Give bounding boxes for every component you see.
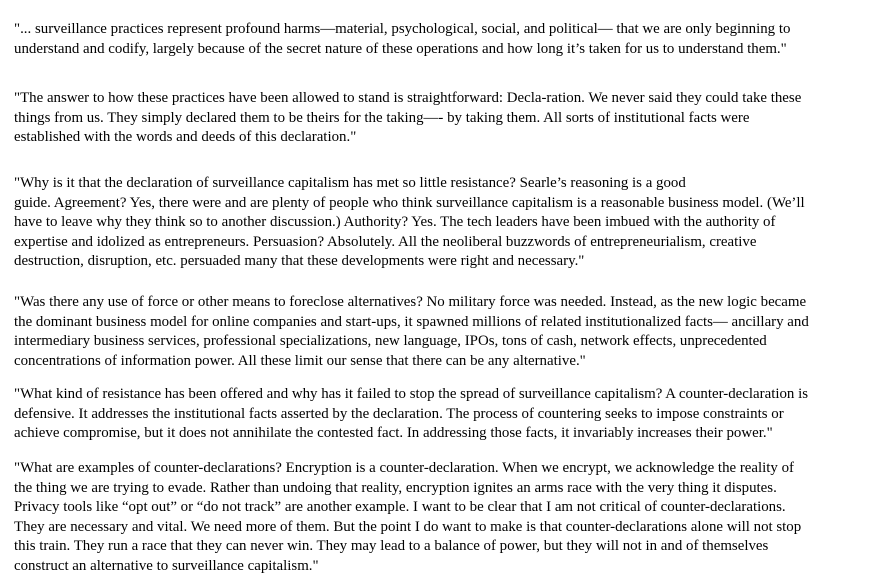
text-line: intermediary business services, professional specializations, new language, IPOs, tons of cash, network effects, unprecedented (14, 333, 767, 350)
text-line: concentrations of information power. All these limit our sense that there can be any alternative." (14, 352, 586, 369)
text-line: "What kind of resistance has been offered and why has it failed to stop the spread of surveillance capitalism? A counter-declaration is (14, 386, 809, 402)
text-line: "What are examples of counter-declarations? Encryption is a counter-declaration. When we encrypt, we acknowledge the reality of (14, 460, 795, 476)
quote-paragraph-5 (14, 385, 889, 444)
text-line: have to leave why they think so to another discussion.) Authority? Yes. The tech leaders have been imbued with the authority of (14, 214, 776, 231)
text-line: guide. Agreement? Yes, there were and are plenty of people who think surveillance capitalism is a reasonable business model. (We’ll (14, 194, 805, 211)
quote-paragraph-6 (14, 459, 889, 577)
text-line: Privacy tools like “opt out” or “do not track” are another example. I want to be clear that I am not critical of counter-declarations. (14, 499, 786, 516)
text-line: defensive. It addresses the institutional facts asserted by the declaration. The process of countering seeks to impose constraints or (14, 405, 784, 422)
text-line: "Why is it that the declaration of surveillance capitalism has met so little resistance? Searle’s reasoning is a good (14, 175, 686, 191)
text-line: "The answer to how these practices have been allowed to stand is straightforward: Decla-ration. We never said they could take these (14, 90, 802, 106)
quote-paragraph-4 (14, 293, 889, 371)
text-line: the thing we are trying to evade. Rather than undoing that reality, encryption ignites an arms race with the very thing it disputes. (14, 479, 777, 496)
text-line: the dominant business model for online companies and start-ups, it spawned millions of related institutionalized facts— ancillary and (14, 313, 809, 330)
text-line: construct an alternative to surveillance capitalism." (14, 557, 319, 574)
text-line: this train. They run a race that they can never win. They may lead to a balance of power, but they will not in and of themselves (14, 538, 769, 555)
text-line: "Was there any use of force or other means to foreclose alternatives? No military force was needed. Instead, as the new logic became (14, 294, 807, 310)
text-line: They are necessary and vital. We need more of them. But the point I do want to make is that counter-declarations alone will not stop (14, 518, 802, 535)
text-line: destruction, disruption, etc. persuaded many that these developments were right and necessary." (14, 253, 585, 270)
text-line: things from us. They simply declared them to be theirs for the taking—- by taking them. All sorts of institutional facts were (14, 109, 750, 126)
text-line: "... surveillance practices represent profound harms—material, psychological, social, and political— that we are only beginning to (14, 21, 791, 37)
text-line: expertise and idolized as entrepreneurs. Persuasion? Absolutely. All the neoliberal buzzwords of entrepreneurialism, creative (14, 233, 757, 250)
quote-paragraph-1 (14, 20, 889, 59)
text-line: achieve compromise, but it does not annihilate the contested fact. In addressing those facts, it invariably increases their power." (14, 425, 773, 442)
text-line: understand and codify, largely because of the secret nature of these operations and how long it’s taken for us to understand them." (14, 40, 787, 57)
text-line: established with the words and deeds of this declaration." (14, 129, 357, 146)
quote-paragraph-3 (14, 174, 889, 272)
quote-paragraph-2 (14, 89, 889, 148)
